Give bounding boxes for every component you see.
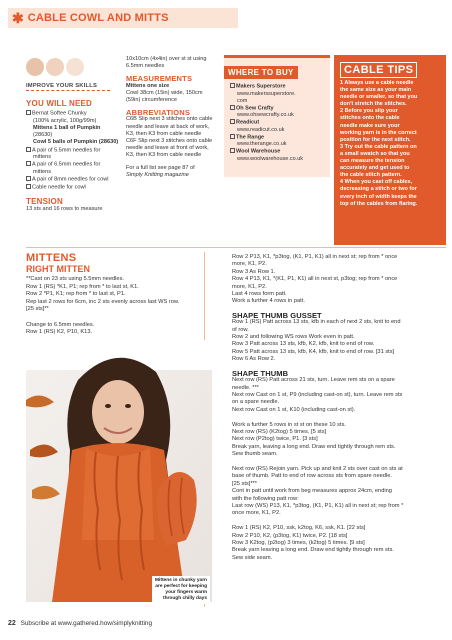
- checkbox-icon: [26, 161, 31, 166]
- mitten-pattern-continued: [232, 254, 438, 562]
- stockist-list: [230, 83, 324, 163]
- where-to-buy-title: WHERE TO BUY: [224, 66, 298, 79]
- instruction-line: Next row Cast on 1 st, K10 (including cast-on st).: [232, 406, 356, 413]
- page-footer: [8, 620, 152, 627]
- instruction-line: Change to 6.5mm needles.: [26, 321, 95, 328]
- pattern-info: [126, 56, 222, 179]
- list-item: mittens: [33, 154, 52, 161]
- instruction-line: once more, K1, P2.: [232, 510, 281, 517]
- instruction-line: Next row (P2tog) twice, P1. [3 sts]: [232, 436, 318, 443]
- list-item: mittens: [33, 169, 52, 176]
- checkbox-icon: [26, 176, 31, 181]
- checkbox-icon: [26, 147, 31, 152]
- thumb-title: SHAPE THUMB: [232, 368, 289, 378]
- photo-illustration: [26, 340, 212, 602]
- abbreviations-note: For a full list see page 87 of: [126, 164, 195, 171]
- abbreviation-line: needle and leave at front of work,: [126, 145, 209, 152]
- cable-tips-title: CABLE TIPS: [340, 62, 417, 78]
- cable-tips-text: [340, 80, 440, 208]
- checkbox-icon: [230, 119, 235, 124]
- instruction-line: Row 2 *P1, K1; rep from * to last st, P1.: [26, 291, 126, 298]
- divider: [26, 90, 110, 91]
- checkbox-icon: [230, 105, 235, 110]
- yarn-ball-icon: [26, 58, 44, 76]
- checkbox-icon: [26, 184, 31, 189]
- list-item: A pair of 5.5mm needles for: [26, 147, 122, 155]
- stockist-url[interactable]: com: [237, 97, 248, 104]
- tip-line: every inch of width keeps the: [340, 193, 417, 200]
- instruction-line: Last row (WS) P13, K1, *p3tog, (K1, P1, K1) all in next st; rep from *: [232, 502, 404, 509]
- measurements-title: MEASUREMENTS: [126, 74, 193, 84]
- instruction-line: of row.: [232, 326, 249, 333]
- stockist-name: Wool Warehouse: [230, 148, 324, 156]
- list-item: Mittens 1 ball of Pumpkin: [33, 124, 101, 131]
- measurement-line: Cowl 38cm (15in) wide, 150cm: [126, 89, 203, 96]
- yarn-ball-icon: [46, 58, 64, 76]
- list-item: (28630): [33, 132, 53, 139]
- instruction-line: Row 4 P13, K1, *(K1, P1, K1) all in next st, p3tog; rep from * once: [232, 276, 398, 283]
- instruction-line: Last 4 rows form patt.: [232, 291, 287, 298]
- page-number: 22: [8, 620, 16, 627]
- tip-line: needle or smaller, so that you: [340, 94, 418, 101]
- instruction-line: Break yarn leaving a long end. Draw end tightly through rem sts.: [232, 547, 394, 554]
- abbreviation-line: K3, then K3 from cable needle: [126, 130, 202, 137]
- photo-caption: Mittens in chunky yarn are perfect for keeping your fingers warm through chilly days: [152, 576, 210, 604]
- measurement-line: Mittens one size: [126, 82, 170, 89]
- instruction-line: Cont in patt until work from beg measures approx 24cm, ending: [232, 488, 392, 495]
- instruction-line: **Cast on 23 sts using 5.5mm needles.: [26, 276, 125, 282]
- tip-line: don't stretch the stitches.: [340, 101, 407, 108]
- instruction-line: [232, 459, 438, 466]
- instruction-line: Row 3 As Row 1.: [232, 268, 276, 275]
- tension-text: 13 sts and 16 rows to measure: [26, 205, 103, 212]
- instruction-line: Row 1 (RS) *K1, P1; rep from * to last st, K1.: [26, 283, 139, 290]
- instruction-line: [25 sts]**: [26, 306, 49, 313]
- tip-line: the cable stitch pattern.: [340, 172, 402, 179]
- right-mitten-title: RIGHT MITTEN: [26, 264, 90, 274]
- instruction-line: base of thumb. Patt to end of row across sts from spare needle.: [232, 473, 392, 480]
- stockist-name: Readicut: [230, 119, 324, 127]
- abbreviations-title: ABBREVIATIONS: [126, 108, 191, 118]
- tip-line: 4 When you cast off cables,: [340, 179, 413, 186]
- measurement-line: (59in) circumference: [126, 97, 177, 104]
- instruction-line: needle. ***: [232, 384, 259, 391]
- tension-title: TENSION: [26, 196, 63, 206]
- instruction-line: Row 5 Patt across 13 sts, kfb, K4, kfb, knit to end of row. [31 sts]: [232, 348, 395, 355]
- instruction-line: Next row Cast on 1 st, P9 (including cast-on st), turn. Leave rem sts: [232, 391, 403, 398]
- instruction-line: Rep last 2 rows for 6cm, inc 2 sts evenly across last WS row.: [26, 298, 180, 305]
- instruction-line: [232, 414, 438, 421]
- model-photo: [26, 340, 212, 602]
- instruction-line: Break yarn, leaving a long end. Draw end tightly through rem sts.: [232, 443, 396, 450]
- you-will-need-list: [26, 110, 122, 192]
- instruction-line: on a spare needle.: [232, 399, 280, 406]
- list-item: (100% acrylic, 100g/99m): [33, 117, 97, 124]
- instruction-line: Work a further 5 rows in st st on these 10 sts.: [232, 421, 347, 428]
- abbreviation-line: C6F Slip next 3 stitches onto cable: [126, 138, 213, 145]
- instruction-line: more, K1, P2.: [232, 261, 267, 268]
- checkbox-icon: [230, 148, 235, 153]
- tension-line: 10x10cm (4x4in) over st st using: [126, 56, 207, 62]
- asterisk-icon: ✱: [12, 10, 24, 26]
- abbreviation-line: C6B Slip next 3 stitches onto cable: [126, 116, 213, 123]
- tip-line: a small swatch so that you: [340, 150, 410, 157]
- instruction-line: [232, 518, 438, 525]
- you-will-need-title: YOU WILL NEED: [26, 99, 93, 108]
- tip-line: 2 Before you slip your: [340, 108, 398, 115]
- instruction-line: Sew thumb seam.: [232, 451, 278, 458]
- instruction-line: Row 2 P13, K1, *p3tog, (K1, P1, K1) all in next st; rep from * once: [232, 254, 398, 260]
- instruction-line: Next row (RS) Patt across 21 sts, turn. Leave rem sts on a spare: [232, 377, 395, 384]
- instruction-line: Next row (RS) Rejoin yarn. Pick up and knit 2 sts over cast on sts at: [232, 465, 403, 472]
- mittens-instructions: [26, 276, 202, 337]
- section-divider: [26, 247, 446, 248]
- tip-line: working yarn is in the correct: [340, 129, 417, 136]
- stockist-url[interactable]: www.woolwarehouse.co.uk: [237, 155, 304, 162]
- tip-line: the same size as your main: [340, 87, 412, 94]
- tip-line: position for the next stitch.: [340, 136, 411, 143]
- skill-label: IMPROVE YOUR SKILLS: [26, 83, 98, 89]
- stockist-url[interactable]: www.therange.co.uk: [237, 141, 287, 147]
- stockist-url[interactable]: www.makerssuperstore.: [237, 90, 296, 97]
- instruction-line: with the following patt row:: [232, 495, 299, 502]
- stockist-name: The Range: [230, 134, 324, 142]
- page-header: [8, 8, 238, 28]
- instruction-line: Row 2 and following WS rows Work even in patt.: [232, 334, 355, 341]
- mittens-title: MITTENS: [26, 252, 77, 264]
- instruction-line: Row 6 As Row 2.: [232, 356, 276, 363]
- tip-line: 3 Try out the cable pattern on: [340, 143, 417, 150]
- list-item: Cowl 5 balls of Pumpkin (28630): [33, 139, 119, 146]
- instruction-line: [25 sts]***: [232, 480, 257, 487]
- checkbox-icon: [230, 134, 235, 139]
- instruction-line: Work a further 4 rows in patt.: [232, 298, 305, 305]
- tip-line: accurately and get used to: [340, 165, 410, 172]
- abbreviations-note: Simply Knitting magazine: [126, 171, 189, 178]
- instruction-line: Row 3 K2tog, (p2tog) 3 times, (k2tog) 5 times. [9 sts]: [232, 539, 365, 546]
- abbreviation-line: K3, then K3 from cable needle: [126, 152, 202, 159]
- instruction-line: Row 2 P10, K2, (p3tog, K1) twice, P2. [18 sts]: [232, 532, 348, 539]
- stockist-name: Makers Superstore: [230, 83, 324, 91]
- instruction-line: more, K1, P2.: [232, 283, 267, 290]
- instruction-line: Sew side seam.: [232, 554, 273, 561]
- stockist-name: Oh Sew Crafty: [230, 105, 324, 113]
- instruction-line: Row 1 (RS) Patt across 13 sts, kfb in each of next 2 sts, knit to end: [232, 319, 401, 326]
- instruction-line: Row 1 (RS) K2, P10, ssk, k2tog, K6, ssk, K1. [22 sts]: [232, 525, 366, 532]
- stockist-url[interactable]: www.ohsewcrafty.co.uk: [237, 112, 294, 118]
- yarn-ball-icon: [66, 58, 84, 76]
- tip-line: needle make sure your: [340, 122, 400, 129]
- checkbox-icon: [230, 83, 235, 88]
- tension-line: 6.5mm needles: [126, 63, 165, 70]
- mittens-heading: [26, 252, 90, 274]
- instruction-line: Row 1 (RS) K2, P10, K13.: [26, 329, 93, 336]
- instruction-line: [26, 314, 202, 322]
- you-will-need: [26, 99, 122, 213]
- skill-balls: [26, 58, 106, 81]
- tip-line: can measure the tension: [340, 158, 405, 165]
- skill-level: [26, 58, 106, 89]
- list-item: A pair of 6.5mm needles for: [26, 161, 122, 169]
- subscribe-link[interactable]: Subscribe at www.gathered.how/simplyknitting: [20, 620, 153, 627]
- cable-tips-box: [334, 55, 446, 245]
- tip-line: 1 Always use a cable needle: [340, 80, 414, 86]
- tip-line: stitches onto the cable: [340, 115, 400, 122]
- where-to-buy-box: [224, 55, 330, 177]
- list-item: Cable needle for cowl: [26, 184, 122, 192]
- instruction-line: Next row (RS) (K2tog) 5 times. [5 sts]: [232, 428, 327, 435]
- instruction-line: Row 3 Patt across 13 sts, kfb, K2, kfb, knit to end of row.: [232, 341, 375, 348]
- tip-line: decreasing a stitch or two for: [340, 186, 417, 193]
- stockist-url[interactable]: www.readicut.co.uk: [237, 126, 285, 133]
- list-item: Bernat Softee Chunky: [26, 110, 122, 118]
- page-title: CABLE COWL AND MITTS: [27, 12, 169, 24]
- tip-line: top of the cables from flaring.: [340, 200, 418, 207]
- thumb-gusset-title: SHAPE THUMB GUSSET: [232, 310, 322, 320]
- list-item: A pair of 8mm needles for cowl: [26, 176, 122, 184]
- abbreviation-line: needle and leave at back of work,: [126, 123, 210, 130]
- checkbox-icon: [26, 110, 31, 115]
